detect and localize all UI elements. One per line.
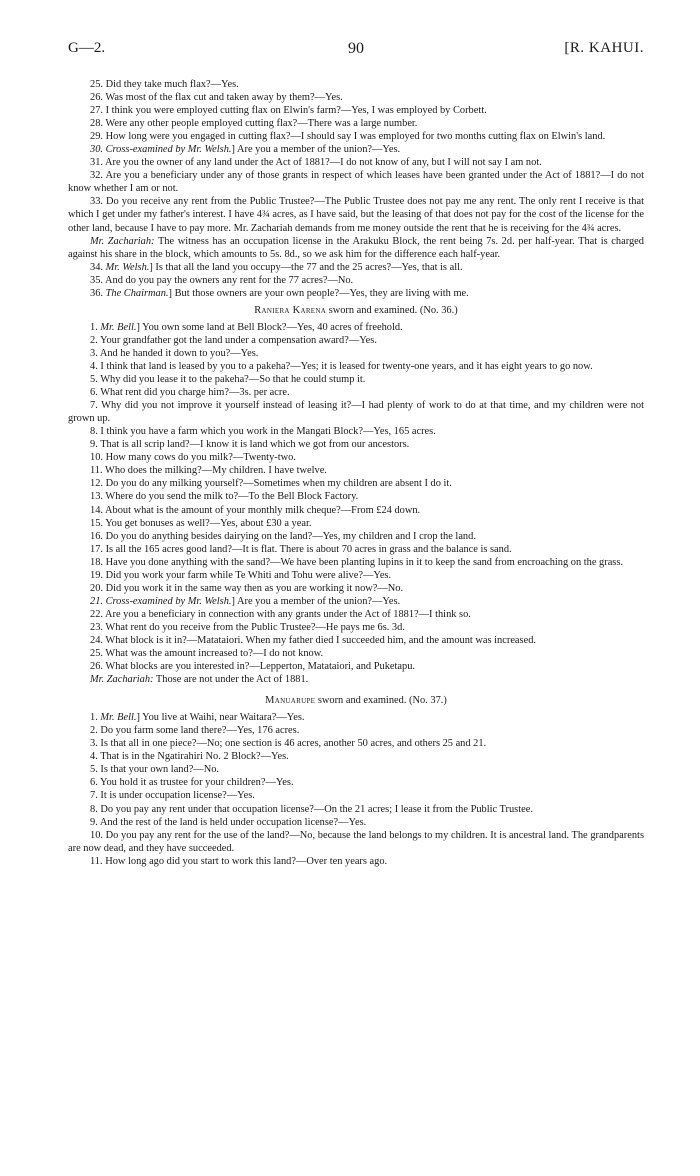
testimony-paragraph: 2. Do you farm some land there?—Yes, 176 acres.	[90, 725, 300, 737]
testimony-paragraph: 27. I think you were employed cutting flax on Elwin's farm?—Yes, I was employed by Corbett.	[90, 105, 487, 117]
testimony-paragraph: 11. Who does the milking?—My children. I have twelve.	[90, 465, 327, 477]
testimony-section-kahui	[68, 78, 644, 300]
speaker-label: The Chairman.	[105, 287, 169, 299]
testimony-paragraph: 32. Are you a beneficiary under any of those grants in respect of which leases have been granted under the Act of 1881?—I do not know whether I am or not.	[68, 170, 644, 195]
testimony-text: Those are not under the Act of 1881.	[153, 674, 309, 686]
testimony-paragraph: 5. Why did you lease it to the pakeha?—So that he could stump it.	[90, 374, 366, 386]
testimony-text: ] You own some land at Bell Block?—Yes, 40 acres of freehold.	[136, 321, 403, 333]
witness-heading-name: Raniera Karena	[254, 304, 327, 316]
testimony-paragraph: 9. And the rest of the land is held under occupation license?—Yes.	[90, 816, 367, 828]
document-body	[68, 78, 644, 868]
testimony-paragraph: 13. Where do you send the milk to?—To the Bell Block Factory.	[90, 491, 359, 503]
testimony-paragraph: 7. It is under occupation license?—Yes.	[90, 790, 255, 802]
testimony-text: ] But those owners are your own people?—Yes, they are living with me.	[168, 287, 469, 299]
testimony-paragraph	[68, 287, 644, 300]
speaker-label: 30. Cross-examined by Mr. Welsh.	[90, 144, 232, 156]
testimony-paragraph: 3. Is that all in one piece?—No; one section is 46 acres, another 50 acres, and others 25 and 21.	[90, 738, 487, 750]
testimony-paragraph: 33. Do you receive any rent from the Public Trustee?—The Public Trustee does not pay me any rent. The only rent I receive is that which I get under my father's interest. I have 4¾ acres, as I have said, but the leasing of that does not pay for the cost of the license for the other land, because I have to pay more. Mr. Zachariah demands from me money outside the rent that he is receiving for the 4¾ acres.	[68, 196, 644, 234]
testimony-paragraph	[68, 673, 644, 686]
testimony-paragraph: 6. What rent did you charge him?—3s. per acre.	[90, 387, 290, 399]
witness-name: [R. KAHUI.	[564, 40, 644, 56]
page-number: 90	[348, 40, 364, 57]
testimony-paragraph: 4. That is in the Ngatirahiri No. 2 Block?—Yes.	[90, 751, 289, 763]
testimony-paragraph: 18. Have you done anything with the sand?—We have been planting lupins in it to keep the sand from encroaching on the grass.	[90, 556, 623, 568]
speaker-label: Mr. Bell.	[100, 321, 137, 333]
testimony-text: ] Is that all the land you occupy—the 77 and the 25 acres?—Yes, that is all.	[149, 261, 463, 273]
speaker-label: Mr. Bell.	[100, 712, 137, 724]
testimony-paragraph: 4. I think that land is leased by you to a pakeha?—Yes; it is leased for twenty-one years, and it has eight years to go now.	[90, 360, 593, 372]
testimony-text: ] Are you a member of the union?—Yes.	[231, 595, 401, 607]
testimony-paragraph: 2. Your grandfather got the land under a compensation award?—Yes.	[90, 334, 377, 346]
testimony-paragraph: 3. And he handed it down to you?—Yes.	[90, 347, 259, 359]
testimony-paragraph: 8. Do you pay any rent under that occupation license?—On the 21 acres; I lease it from the Public Trustee.	[90, 803, 533, 815]
testimony-section-karena	[68, 321, 644, 686]
testimony-paragraph: 5. Is that your own land?—No.	[90, 764, 219, 776]
testimony-paragraph: 15. You get bonuses as well?—Yes, about £30 a year.	[90, 517, 312, 529]
page-header	[68, 40, 644, 66]
testimony-paragraph: 29. How long were you engaged in cutting flax?—I should say I was employed for two months cutting flax on Elwin's land.	[90, 131, 606, 143]
question-number: 36.	[90, 287, 106, 299]
testimony-paragraph: 28. Were any other people employed cutting flax?—There was a large number.	[90, 118, 418, 130]
testimony-paragraph: 19. Did you work your farm while Te Whiti and Tohu were alive?—Yes.	[90, 569, 392, 581]
testimony-paragraph: 35. And do you pay the owners any rent for the 77 acres?—No.	[90, 274, 354, 286]
testimony-paragraph: 26. Was most of the flax cut and taken away by them?—Yes.	[90, 92, 343, 104]
testimony-paragraph: 20. Did you work it in the same way then as you are working it now?—No.	[90, 582, 404, 594]
testimony-text: The witness has an occupation license in the Arakuku Block, the rent being 7s. 2d. per half-year. That is charged against his share in the block, which amounts to 5s. 8d., so we ask him for the difference each half-year.	[68, 235, 644, 260]
testimony-paragraph: 25. Did they take much flax?—Yes.	[90, 79, 239, 90]
testimony-paragraph: 12. Do you do any milking yourself?—Sometimes when my children are absent I do it.	[90, 478, 452, 490]
testimony-paragraph	[68, 321, 644, 334]
question-number: 1.	[90, 321, 101, 333]
witness-heading-37	[68, 694, 644, 707]
speaker-label: 21. Cross-examined by Mr. Welsh.	[90, 595, 232, 607]
testimony-paragraph	[68, 261, 644, 274]
testimony-paragraph: 6. You hold it as trustee for your children?—Yes.	[90, 777, 294, 789]
testimony-paragraph: 31. Are you the owner of any land under the Act of 1881?—I do not know of any, but I will not say I am not.	[90, 157, 542, 169]
question-number: 1.	[90, 712, 101, 724]
testimony-paragraph: 26. What blocks are you interested in?—Lepperton, Matataiori, and Puketapu.	[90, 661, 415, 673]
testimony-paragraph: 7. Why did you not improve it yourself instead of leasing it?—I had plenty of work to do at that time, and my children were not grown up.	[68, 400, 644, 425]
testimony-paragraph: 23. What rent do you receive from the Public Trustee?—He pays me 6s. 3d.	[90, 621, 405, 633]
testimony-paragraph: 22. Are you a beneficiary in connection with any grants under the Act of 1881?—I think so.	[90, 608, 471, 620]
testimony-paragraph: 10. How many cows do you milk?—Twenty-two.	[90, 452, 296, 464]
testimony-paragraph	[68, 235, 644, 261]
testimony-paragraph: 8. I think you have a farm which you work in the Mangati Block?—Yes, 165 acres.	[90, 426, 436, 438]
witness-heading-36	[68, 304, 644, 317]
testimony-paragraph: 9. That is all scrip land?—I know it is land which we got from our ancestors.	[90, 439, 410, 451]
speaker-label: Mr. Zachariah:	[90, 235, 155, 247]
testimony-paragraph: 24. What block is it in?—Matataiori. When my father died I succeeded him, and the amount was increased.	[90, 634, 536, 646]
testimony-paragraph	[68, 143, 644, 156]
testimony-paragraph: 17. Is all the 165 acres good land?—It is flat. There is about 70 acres in grass and the balance is sand.	[90, 543, 512, 555]
speaker-label: Mr. Zachariah:	[90, 674, 154, 686]
testimony-paragraph	[68, 711, 644, 724]
question-number: 34.	[90, 261, 106, 273]
witness-heading-text: sworn and examined. (No. 36.)	[326, 304, 458, 316]
testimony-paragraph: 25. What was the amount increased to?—I do not know.	[90, 648, 324, 660]
testimony-text: ] You live at Waihi, near Waitara?—Yes.	[136, 712, 305, 724]
witness-heading-text: sworn and examined. (No. 37.)	[315, 695, 447, 707]
testimony-text: ] Are you a member of the union?—Yes.	[231, 144, 401, 156]
testimony-paragraph: 10. Do you pay any rent for the use of the land?—No, because the land belongs to my children. It is ancestral land. The grandparents are now dead, and they have succeeded.	[68, 829, 644, 854]
testimony-paragraph	[68, 595, 644, 608]
witness-heading-name: Manuarupe	[265, 695, 316, 707]
testimony-section-manuarupe	[68, 711, 644, 868]
testimony-paragraph: 14. About what is the amount of your monthly milk cheque?—From £24 down.	[90, 504, 421, 516]
speaker-label: Mr. Welsh.	[105, 261, 150, 273]
testimony-paragraph: 11. How long ago did you start to work this land?—Over ten years ago.	[90, 855, 388, 867]
document-reference: G—2.	[68, 40, 106, 56]
testimony-paragraph: 16. Do you do anything besides dairying on the land?—Yes, my children and I crop the land.	[90, 530, 476, 542]
